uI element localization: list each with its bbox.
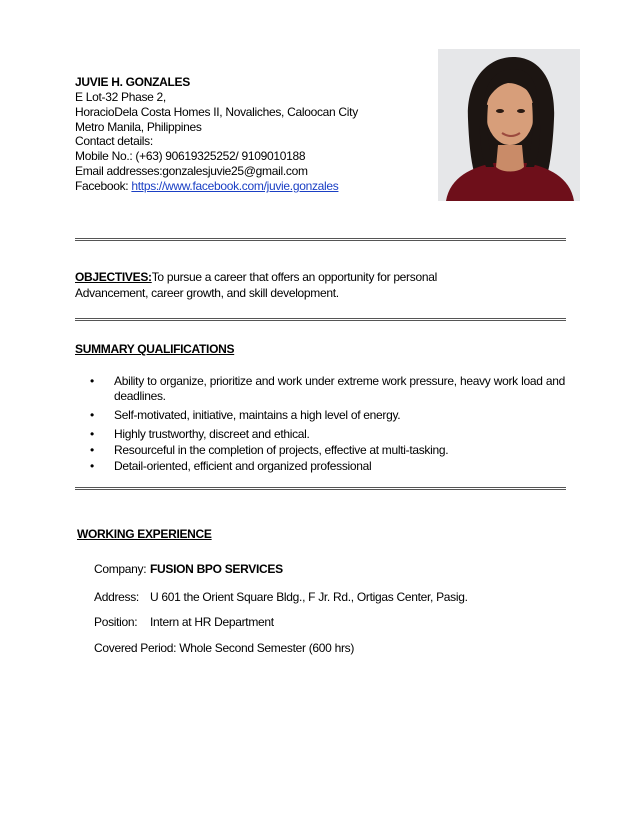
objectives-text-1: To pursue a career that offers an opportunity for personal	[151, 270, 437, 284]
list-item	[90, 374, 565, 404]
email-address: Email addresses:gonzalesjuvie25@gmail.com	[75, 164, 308, 178]
summary-heading: SUMMARY QUALIFICATIONS	[75, 342, 235, 356]
address-line-3: Metro Manila, Philippines	[75, 120, 202, 134]
qualifications-list	[90, 374, 565, 475]
covered-period: Covered Period: Whole Second Semester (600 hrs)	[94, 641, 355, 655]
address-label: Address:	[94, 590, 139, 604]
address-line-1: E Lot-32 Phase 2,	[75, 90, 166, 104]
facebook-link[interactable]: https://www.facebook.com/juvie.gonzales	[131, 179, 339, 193]
objectives-heading: OBJECTIVES:	[75, 270, 152, 284]
qualification-text: Resourceful in the completion of projects, effective at multi-tasking.	[114, 443, 449, 457]
facebook-label: Facebook:	[75, 179, 132, 193]
bullet-icon: •	[90, 374, 94, 388]
qualification-text: Highly trustworthy, discreet and ethical.	[114, 427, 310, 441]
bullet-icon: •	[90, 459, 94, 473]
list-item	[90, 427, 565, 442]
profile-photo	[438, 49, 580, 201]
section-divider-2	[75, 318, 566, 321]
list-item	[90, 408, 565, 423]
position-label: Position:	[94, 615, 138, 629]
experience-heading: WORKING EXPERIENCE	[77, 527, 212, 541]
qualification-text: Ability to organize, prioritize and work under extreme work pressure, heavy work load and deadlines.	[114, 374, 565, 403]
company-label: Company:	[94, 562, 147, 576]
list-item	[90, 459, 565, 474]
bullet-icon: •	[90, 443, 94, 457]
applicant-name: JUVIE H. GONZALES	[75, 75, 190, 89]
facebook-line	[75, 179, 338, 194]
address-value: U 601 the Orient Square Bldg., F Jr. Rd., Ortigas Center, Pasig.	[150, 590, 468, 604]
list-item	[90, 443, 565, 458]
section-divider-3	[75, 487, 566, 490]
position-value: Intern at HR Department	[150, 615, 274, 629]
qualification-text: Self-motivated, initiative, maintains a high level of energy.	[114, 408, 401, 422]
section-divider-1	[75, 238, 566, 241]
bullet-icon: •	[90, 408, 94, 422]
bullet-icon: •	[90, 427, 94, 441]
objectives-text-2: Advancement, career growth, and skill development.	[75, 286, 339, 300]
company-value: FUSION BPO SERVICES	[150, 562, 283, 576]
mobile-number: Mobile No.: (+63) 90619325252/ 9109010188	[75, 149, 306, 163]
profile-photo-illustration	[438, 49, 580, 201]
objectives-line-1	[75, 270, 437, 285]
qualification-text: Detail-oriented, efficient and organized professional	[114, 459, 372, 473]
address-line-2: HoracioDela Costa Homes II, Novaliches, Caloocan City	[75, 105, 358, 119]
contact-details-heading: Contact details:	[75, 134, 153, 148]
